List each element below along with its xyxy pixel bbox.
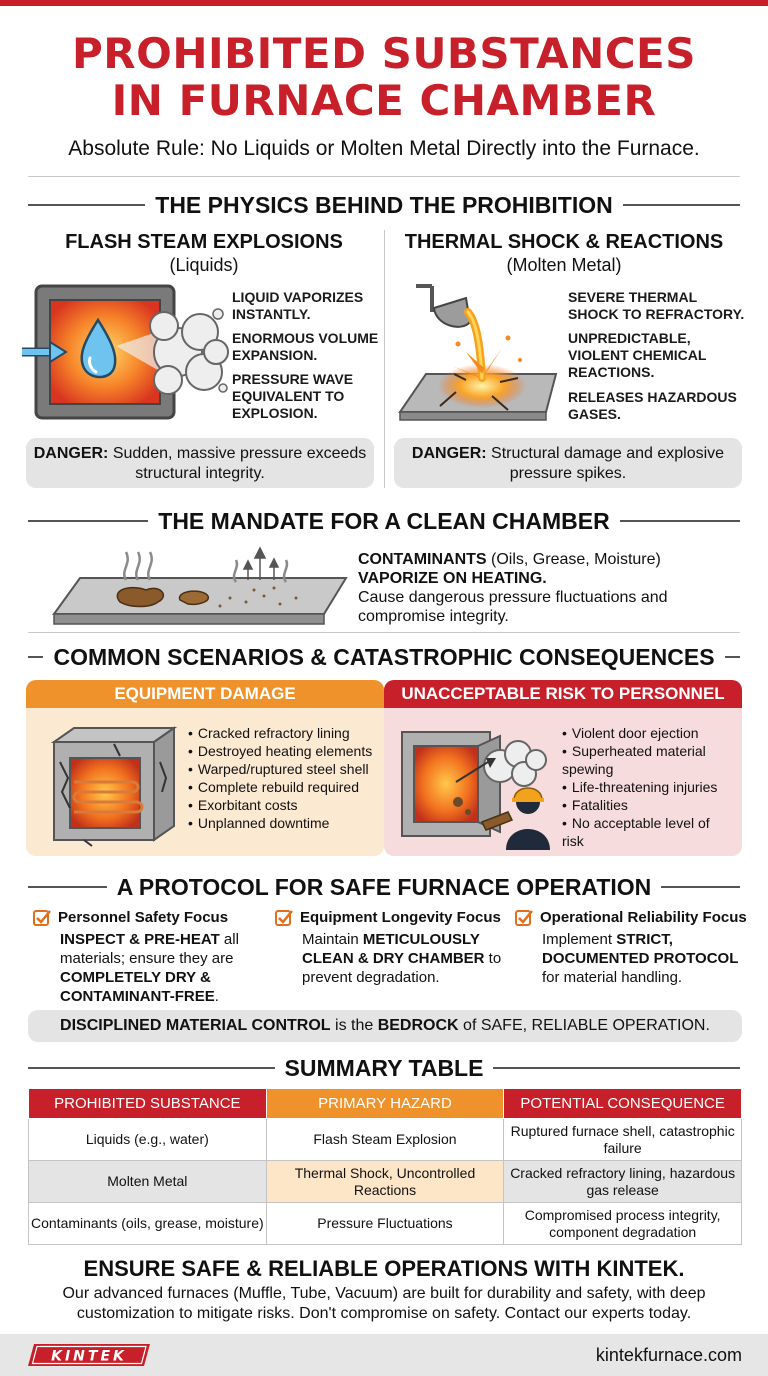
molten-metal-illustration xyxy=(396,282,566,424)
flash-danger-box: DANGER: Sudden, massive pressure exceeds structural integrity. xyxy=(26,438,374,488)
summary-table xyxy=(28,1088,742,1245)
clean-description: CONTAMINANTS (Oils, Grease, Moisture) VAPORIZE ON HEATING. Cause dangerous pressure fluctuations and compromise integrity. xyxy=(358,551,668,625)
svg-text:KINTEK: KINTEK xyxy=(51,1348,127,1365)
scenarios-heading: COMMON SCENARIOS & CATASTROPHIC CONSEQUENCES xyxy=(28,642,740,672)
table-row: Liquids (e.g., water) Flash Steam Explosion Ruptured furnace shell, catastrophic failure xyxy=(29,1119,742,1161)
kintek-logo[interactable] xyxy=(28,1343,150,1367)
list-item: • Superheated material spewing xyxy=(562,742,732,778)
flash-fact-3: PRESSURE WAVE EQUIVALENT TO EXPLOSION. xyxy=(232,371,354,421)
equipment-damage-title: EQUIPMENT DAMAGE xyxy=(26,680,384,708)
flash-steam-subtitle: (Liquids) xyxy=(169,255,239,275)
table-header: PROHIBITED SUBSTANCE xyxy=(29,1089,267,1119)
clean-heading: THE MANDATE FOR A CLEAN CHAMBER xyxy=(28,506,740,536)
flash-steam-title: FLASH STEAM EXPLOSIONS xyxy=(65,231,343,253)
list-item: • Unplanned downtime xyxy=(188,814,378,832)
furnace-droplet-illustration xyxy=(18,280,230,425)
page-subtitle: Absolute Rule: No Liquids or Molten Metal Directly into the Furnace. xyxy=(68,137,700,160)
protocol-personnel: Personnel Safety Focus INSPECT & PRE-HEAT all materials; ensure they are COMPLETELY DRY & CONTAMINANT-FREE. xyxy=(32,908,272,1006)
footer xyxy=(0,1334,768,1376)
molten-danger-box: DANGER: Structural damage and explosive pressure spikes. xyxy=(394,438,742,488)
website-link[interactable]: kintekfurnace.com xyxy=(595,1345,742,1365)
page-title xyxy=(0,30,768,124)
checkbox-icon xyxy=(514,908,534,928)
list-item: • Cracked refractory lining xyxy=(188,724,378,742)
divider xyxy=(28,632,740,633)
list-item: • Fatalities xyxy=(562,796,732,814)
cta-title: ENSURE SAFE & RELIABLE OPERATIONS WITH KINTEK. xyxy=(83,1256,685,1281)
door-ejection-illustration xyxy=(396,722,556,850)
table-header: POTENTIAL CONSEQUENCE xyxy=(504,1089,742,1119)
protocol-operational: Operational Reliability Focus Implement STRICT, DOCUMENTED PROTOCOL for material handling. xyxy=(514,908,754,987)
list-item: • Warped/ruptured steel shell xyxy=(188,760,378,778)
molten-fact-1: SEVERE THERMAL SHOCK TO REFRACTORY. xyxy=(568,289,745,322)
cta-text: Our advanced furnaces (Muffle, Tube, Vacuum) are built for durability and safety, with deep customization to mitigate risks. Don't compromise on safety. Contact our experts today. xyxy=(62,1285,706,1322)
table-row: Molten Metal Thermal Shock, Uncontrolled Reactions Cracked refractory lining, hazardous gas release xyxy=(29,1161,742,1203)
molten-fact-2: UNPREDICTABLE, VIOLENT CHEMICAL REACTIONS. xyxy=(568,330,707,380)
table-header: PRIMARY HAZARD xyxy=(266,1089,504,1119)
contaminated-slab-illustration xyxy=(50,540,350,630)
top-accent-bar xyxy=(0,0,768,6)
equipment-damage-panel xyxy=(26,680,384,856)
title-line-2: IN FURNACE CHAMBER xyxy=(111,76,657,125)
checkbox-icon xyxy=(274,908,294,928)
bedrock-banner: DISCIPLINED MATERIAL CONTROL is the BEDROCK of SAFE, RELIABLE OPERATION. xyxy=(28,1010,742,1042)
list-item: • No acceptable level of risk xyxy=(562,814,732,850)
list-item: • Life-threatening injuries xyxy=(562,778,732,796)
thermal-shock-title: THERMAL SHOCK & REACTIONS xyxy=(404,231,724,253)
equipment-damage-list xyxy=(188,724,378,832)
physics-heading: THE PHYSICS BEHIND THE PROHIBITION xyxy=(28,190,740,220)
cracked-furnace-illustration xyxy=(44,722,184,848)
list-item: • Destroyed heating elements xyxy=(188,742,378,760)
personnel-risk-list xyxy=(562,724,732,850)
checkbox-icon xyxy=(32,908,52,928)
flash-fact-2: ENORMOUS VOLUME EXPANSION. xyxy=(232,330,379,363)
list-item: • Violent door ejection xyxy=(562,724,732,742)
column-divider xyxy=(384,230,385,488)
table-row: Contaminants (oils, grease, moisture) Pressure Fluctuations Compromised process integrity, component degradation xyxy=(29,1203,742,1245)
molten-fact-3: RELEASES HAZARDOUS GASES. xyxy=(568,389,737,422)
personnel-risk-title: UNACCEPTABLE RISK TO PERSONNEL xyxy=(384,680,742,708)
title-line-1: PROHIBITED SUBSTANCES xyxy=(72,29,696,78)
personnel-risk-panel xyxy=(384,680,742,856)
summary-heading: SUMMARY TABLE xyxy=(28,1053,740,1083)
list-item: • Complete rebuild required xyxy=(188,778,378,796)
list-item: • Exorbitant costs xyxy=(188,796,378,814)
flash-fact-1: LIQUID VAPORIZES INSTANTLY. xyxy=(232,289,364,322)
thermal-shock-subtitle: (Molten Metal) xyxy=(506,255,622,275)
protocol-equipment: Equipment Longevity Focus Maintain METICULOUSLY CLEAN & DRY CHAMBER to prevent degradation. xyxy=(274,908,514,987)
protocol-heading: A PROTOCOL FOR SAFE FURNACE OPERATION xyxy=(28,872,740,902)
divider xyxy=(28,176,740,177)
